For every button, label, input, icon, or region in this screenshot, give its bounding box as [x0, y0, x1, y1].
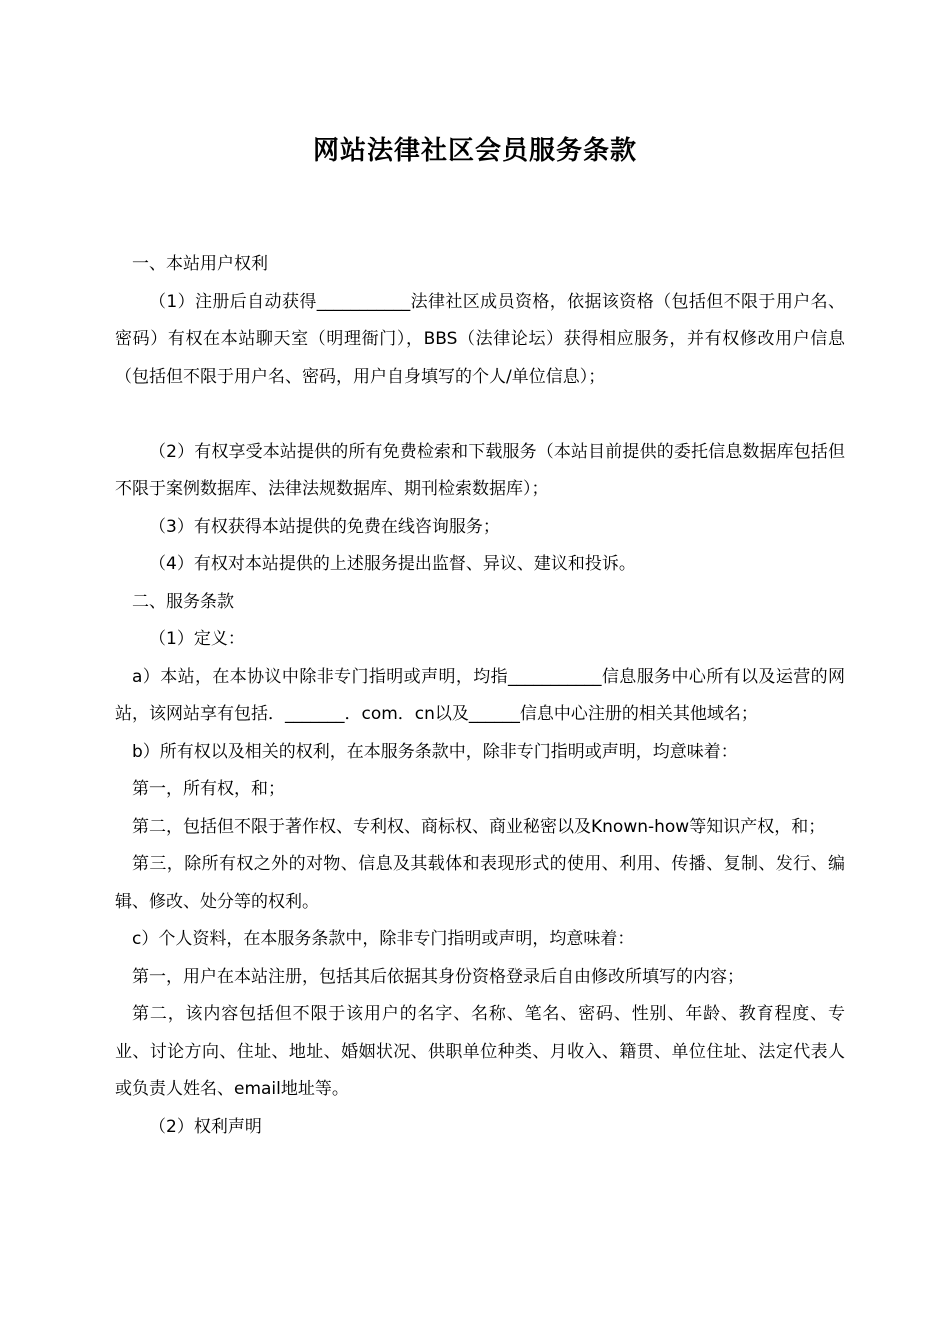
paragraph: 第三，除所有权之外的对物、信息及其载体和表现形式的使用、利用、传播、复制、发行、编辑、修改、处分等的权利。	[115, 854, 845, 912]
paragraph: c）个人资料，在本服务条款中，除非专门指明或声明，均意味着：	[132, 929, 635, 949]
section-heading: 二、服务条款	[132, 591, 234, 612]
paragraph: （2）权利声明	[149, 1116, 262, 1137]
paragraph: b）所有权以及相关的权利，在本服务条款中，除非专门指明或声明，均意味着：	[132, 741, 738, 762]
paragraph: （4）有权对本站提供的上述服务提出监督、异议、建议和投诉。	[149, 554, 636, 574]
section-heading: 一、本站用户权利	[132, 254, 268, 274]
paragraph: （1）注册后自动获得___________法律社区成员资格，依据该资格（包括但不限于用户名、密码）有权在本站聊天室（明理衙门），BBS（法律论坛）获得相应服务，并有权修改用户信息（包括但不限于用户名、密码，用户自身填写的个人/单位信息）；	[115, 291, 845, 387]
paragraph: （2）有权享受本站提供的所有免费检索和下载服务（本站目前提供的委托信息数据库包括但不限于案例数据库、法律法规数据库、期刊检索数据库）；	[115, 441, 845, 499]
document-body	[115, 246, 845, 1146]
blank-line	[115, 396, 845, 434]
paragraph: a）本站，在本协议中除非专门指明或声明，均指___________信息服务中心所有以及运营的网站，该网站享有包括．_______．com．cn以及______信息中心注册的相关其他域名；	[115, 666, 845, 724]
paragraph: （3）有权获得本站提供的免费在线咨询服务；	[149, 516, 500, 537]
paragraph: （1）定义：	[149, 629, 245, 649]
paragraph: 第一，所有权，和；	[132, 779, 285, 799]
document-title: 网站法律社区会员服务条款	[312, 136, 637, 166]
paragraph: 第二，包括但不限于著作权、专利权、商标权、商业秘密以及Known-how等知识产权，和；	[132, 816, 826, 837]
paragraph: 第二，该内容包括但不限于该用户的名字、名称、笔名、密码、性别、年龄、教育程度、专业、讨论方向、住址、地址、婚姻状况、供职单位种类、月收入、籍贯、单位住址、法定代表人或负责人姓名、email地址等。	[115, 1004, 845, 1099]
paragraph: 第一，用户在本站注册，包括其后依据其身份资格登录后自由修改所填写的内容；	[132, 966, 744, 987]
